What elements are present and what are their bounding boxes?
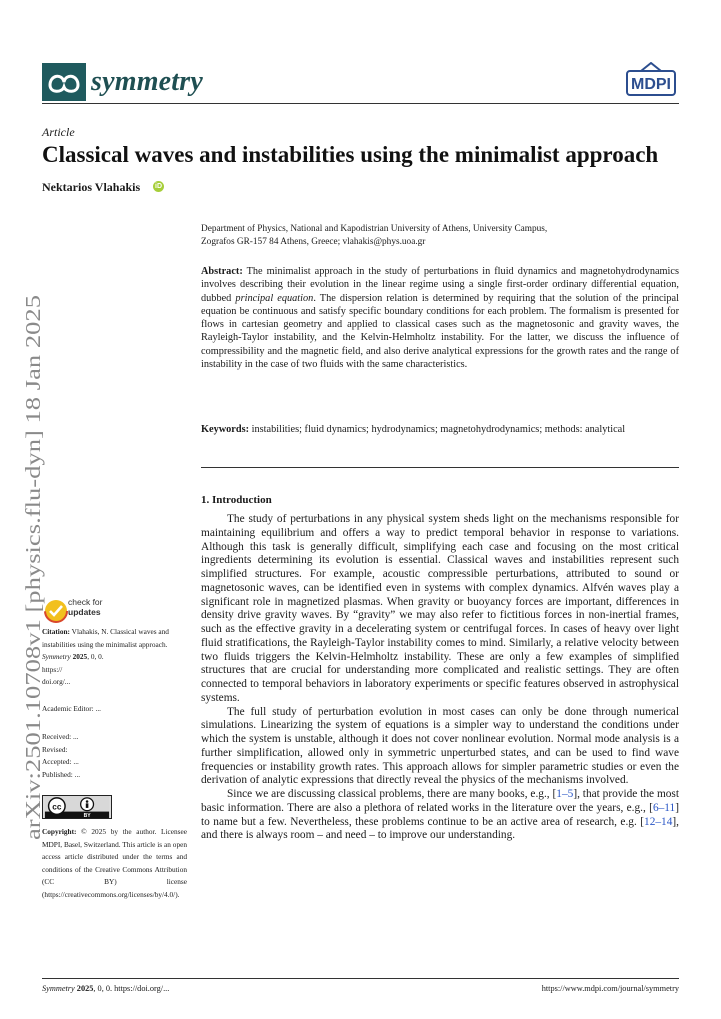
section-heading: 1. Introduction	[201, 494, 272, 506]
keywords-label: Keywords:	[201, 424, 250, 435]
citation-block	[42, 626, 187, 689]
accepted-date: Accepted: ...	[42, 757, 79, 767]
intro-paragraph-2: The full study of perturbation evolution in most cases can only be done through numerical simulations. Linearizing the system of equations is a simpler way to understand the conditions under which the system is unstable, although it does not cover nonlinear evolution. Normal mode analysis is a further simplification, allowed only in symmetric unperturbed states, and can be used to find wave frequencies or instability growth rates. This approach allows for simpler parametric studies or even the derivation of analytic expressions that directly reveal the physics of the mechanisms involved.	[201, 705, 679, 787]
p3-text-b: ], that provide the most basic information. There are also a plethora of related works in the literature over the years, e.g., [	[201, 788, 680, 814]
keywords-text: instabilities; fluid dynamics; hydrodynamics; magnetohydrodynamics; methods: analytical	[249, 424, 626, 435]
p3-text-a: Since we are discussing classical problems, there are many books, e.g., [	[227, 788, 557, 800]
check-line-2: updates	[68, 606, 101, 617]
reference-link[interactable]: 12–14	[644, 815, 673, 828]
journal-logo	[42, 63, 86, 101]
journal-name[interactable]: symmetry	[91, 66, 204, 97]
received-date: Received: ...	[42, 732, 79, 741]
copyright-text: © 2025 by the author. Licensee MDPI, Basel, Switzerland. This article is an open access article distributed under the terms and conditions of the Creative Commons Attribution (CC BY) license (https://creativecommons.org/licenses/by/4.0/).	[42, 827, 187, 899]
article-type: Article	[42, 125, 75, 139]
intro-paragraph-1: The study of perturbations in any physical system sheds light on the mechanisms responsible for maintaining equilibrium and offers a way to predict temporal behavior in response to variations. Although this task is generally difficult, simplifying each case and focusing on the most critical ingredients determining its evolution is essential. Classical waves and instabilities represent such simplified structures. For example, acoustic compressible perturbations, attributed to sound or magnetosonic waves, can be identified even in systems with complex dynamics. Alfvén waves play a significant role in magnetized plasmas. When gravity or buoyancy forces are important, differences in density drive gravity waves. By “gravity” we may also refer to fictitious forces in non-inertial frames, such as the effective gravity in a decelerating system or centrifugal forces. In cases of heavy over light fluid stratifications, the Rayleigh-Taylor instability comes to mind. Similarly, a relative velocity between two fluids triggers the Kelvin-Helmholtz instability. These are only a few examples of simplified structures that are crucial for understanding more complicated and realistic settings. They are often connected to temporal behaviors in laboratory experiments or specific features observed in astrophysical systems.	[201, 513, 679, 704]
footer-journal: Symmetry	[42, 984, 75, 993]
by-label: BY	[83, 813, 91, 819]
reference-link[interactable]: 1–5	[556, 788, 574, 800]
revised-date: Revised:	[42, 744, 68, 754]
header-rule	[42, 103, 679, 104]
footer-rule	[42, 978, 679, 979]
abstract-italic: principal equation	[235, 292, 314, 304]
abstract	[201, 265, 679, 371]
footer-citation	[42, 984, 169, 993]
cc-label: cc	[52, 802, 62, 812]
reference-link[interactable]: 6–11	[652, 801, 676, 814]
check-for-updates-label[interactable]	[68, 598, 103, 617]
citation-year: 2025	[70, 652, 88, 662]
citation-url-1[interactable]: https://	[42, 664, 63, 674]
copyright-label: Copyright:	[42, 827, 77, 836]
abstract-label: Abstract:	[201, 266, 243, 277]
affiliation-line-2: Zografos GR-157 84 Athens, Greece; vlahakis@phys.uoa.gr	[201, 236, 426, 247]
intro-paragraph-3	[201, 788, 679, 843]
citation-volume: , 0, 0.	[87, 652, 104, 662]
published-date: Published: ...	[42, 769, 81, 779]
abstract-text-2: . The dispersion relation is determined by requiring that the solution of the principal equation be continuous and satisfy specific boundary conditions for each problem. The formalism is presented for flows in cartesian geometry and applied to classical cases such as the magnetosonic and gravity waves, the Rayleigh-Taylor instability, and the Kelvin-Helmholtz instability. For the latter, we discuss the influence of compressibility and the magnetic field, and also derive analytical expressions for the growth rates and the range of instability in the case of two fluids with the same characteristics.	[201, 292, 679, 371]
cc-by-license-icon[interactable]	[42, 795, 112, 819]
footer-year: 2025	[74, 984, 94, 993]
author-name: Nektarios Vlahakis	[42, 180, 141, 194]
paper-title: Classical waves and instabilities using the minimalist approach	[42, 142, 659, 167]
citation-url-2[interactable]: doi.org/...	[42, 677, 71, 687]
academic-editor: Academic Editor: ...	[42, 704, 101, 713]
citation-journal: Symmetry	[42, 652, 71, 662]
mdpi-logo[interactable]: MDPI	[626, 70, 676, 96]
footer-rest: , 0, 0. https://doi.org/...	[93, 984, 170, 993]
introduction-body	[201, 513, 679, 843]
orcid-icon[interactable]: iD	[155, 183, 162, 190]
section-rule	[201, 467, 679, 468]
dates-block	[42, 731, 187, 781]
check-for-updates-icon[interactable]	[43, 598, 69, 624]
abstract-text-1: The minimalist approach in the study of perturbations in fluid dynamics and magnetohydrodynamics involves describing their evolution in the linear regime using a single first-order ordinary differential equation, dubbed	[201, 266, 679, 304]
copyright-block	[42, 826, 187, 902]
arxiv-stamp-text: arXiv:2501.10708v1 [physics.flu-dyn] 18 Jan 2025	[21, 409, 45, 840]
check-line-1: check for	[68, 597, 103, 607]
p3-text-d: ], and there is always room – and need – to improve our understanding.	[201, 815, 679, 842]
keywords	[201, 423, 679, 436]
p3-text-c: ] to name but a few. Nevertheless, these problems continue to be an active area of research, e.g. [	[201, 801, 679, 828]
citation-label: Citation:	[42, 627, 70, 636]
affiliation-line-1: Department of Physics, National and Kapodistrian University of Athens, University Campus,	[201, 224, 548, 234]
affiliation	[201, 223, 679, 248]
citation-text: Vlahakis, N. Classical waves and instabilities using the minimalist approach.	[42, 627, 169, 649]
footer-url[interactable]: https://www.mdpi.com/journal/symmetry	[541, 984, 679, 993]
